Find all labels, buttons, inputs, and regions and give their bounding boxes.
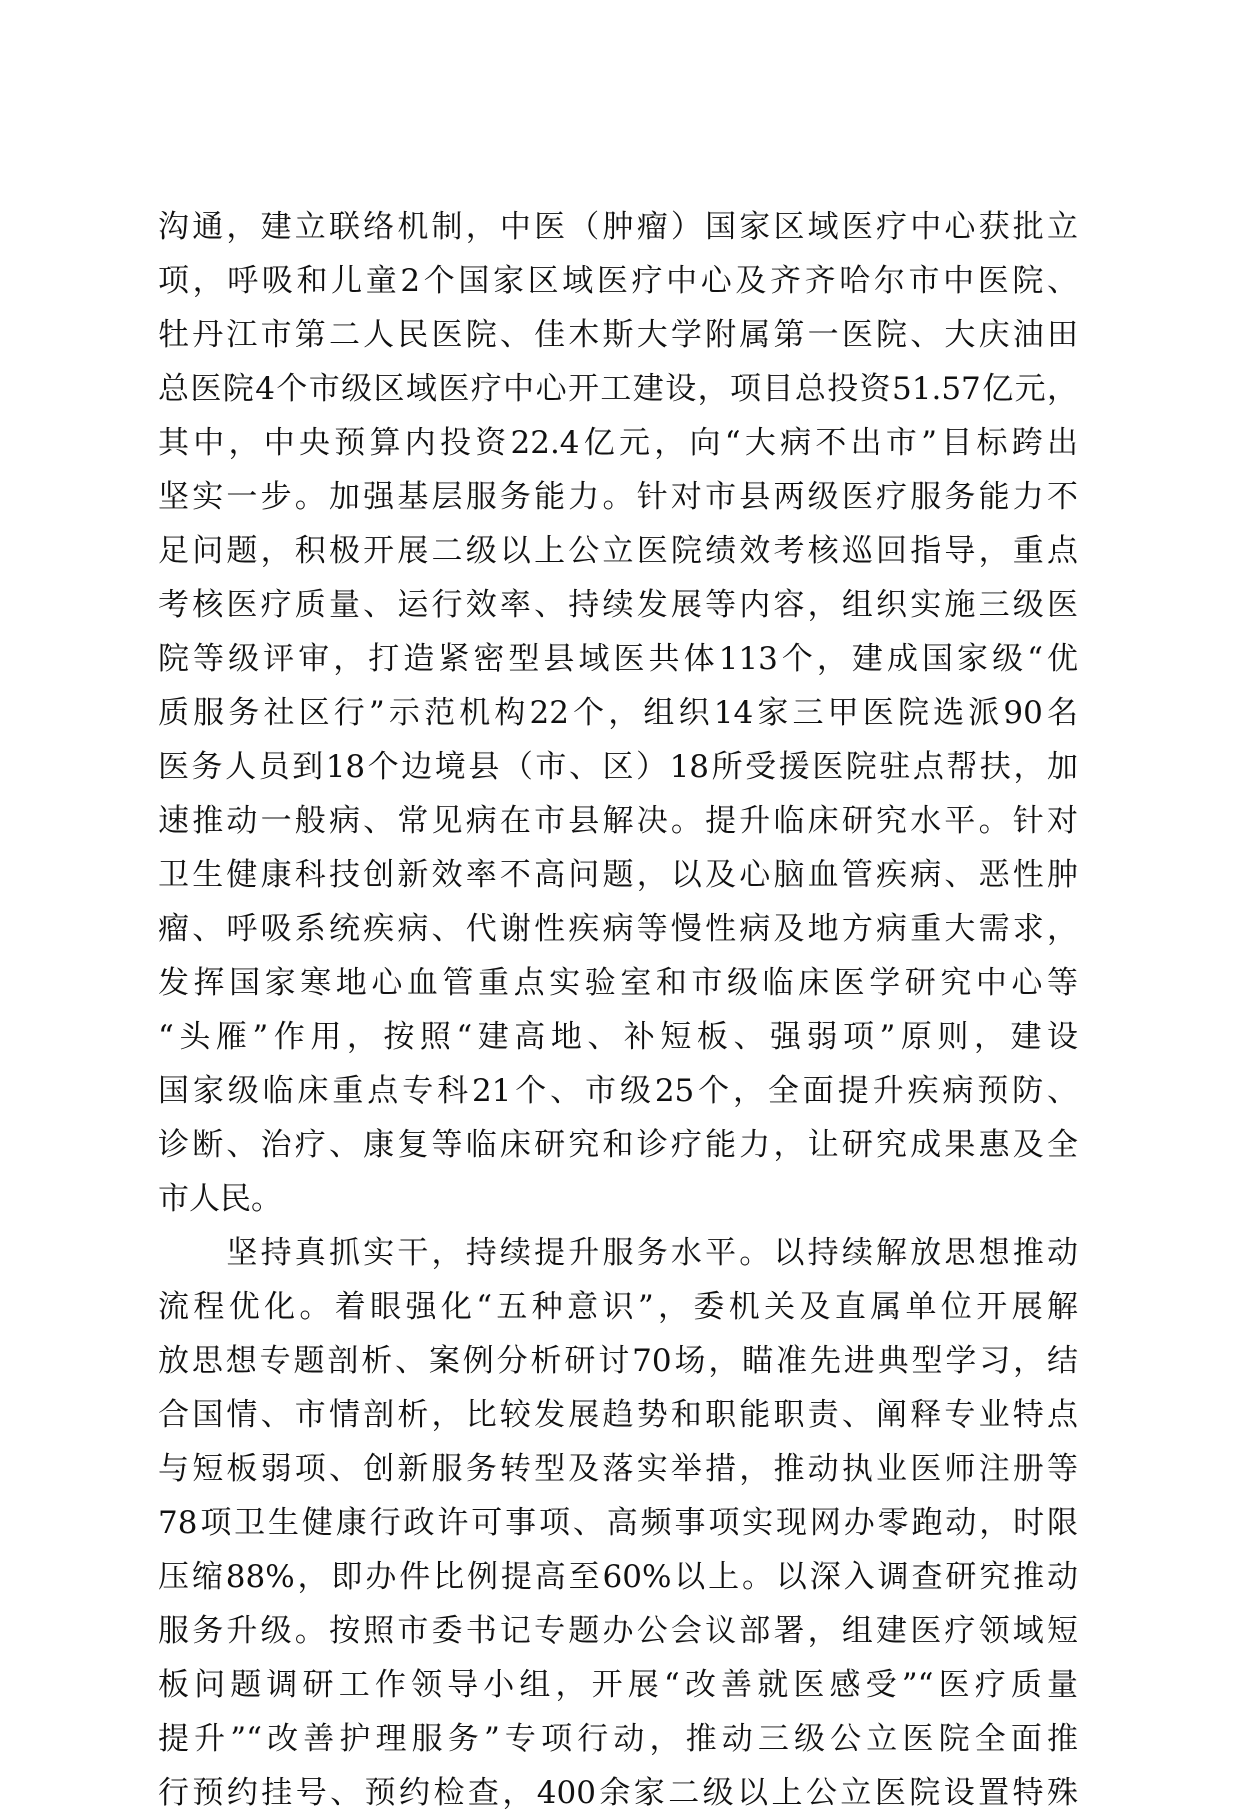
text-line: 沟通，建立联络机制，中医（肿瘤）国家区域医疗中心获批立	[158, 209, 1078, 245]
text-line: 压缩88%，即办件比例提高至60%以上。以深入调查研究推动	[158, 1559, 1078, 1595]
text-line: 速推动一般病、常见病在市县解决。提升临床研究水平。针对	[158, 803, 1078, 839]
text-line: 国家级临床重点专科21个、市级25个，全面提升疾病预防、	[158, 1073, 1078, 1109]
text-line: 与短板弱项、创新服务转型及落实举措，推动执业医师注册等	[158, 1451, 1078, 1487]
text-line: 足问题，积极开展二级以上公立医院绩效考核巡回指导，重点	[158, 533, 1078, 569]
text-line: 78项卫生健康行政许可事项、高频事项实现网办零跑动，时限	[158, 1505, 1078, 1541]
text-line: 提升”“改善护理服务”专项行动，推动三级公立医院全面推	[158, 1721, 1078, 1757]
paragraph-1	[158, 200, 1078, 1226]
text-line: “头雁”作用，按照“建高地、补短板、强弱项”原则，建设	[158, 1019, 1078, 1055]
text-line: 服务升级。按照市委书记专题办公会议部署，组建医疗领域短	[158, 1613, 1078, 1649]
text-line: 瘤、呼吸系统疾病、代谢性疾病等慢性病及地方病重大需求，	[158, 911, 1078, 947]
text-line: 牡丹江市第二人民医院、佳木斯大学附属第一医院、大庆油田	[158, 317, 1078, 353]
text-line: 医务人员到18个边境县（市、区）18所受援医院驻点帮扶，加	[158, 749, 1078, 785]
text-line: 项，呼吸和儿童2个国家区域医疗中心及齐齐哈尔市中医院、	[158, 263, 1078, 299]
text-line: 放思想专题剖析、案例分析研讨70场，瞄准先进典型学习，结	[158, 1343, 1078, 1379]
body-text	[158, 200, 1078, 1820]
text-line: 板问题调研工作领导小组，开展“改善就医感受”“医疗质量	[158, 1667, 1078, 1703]
text-line: 考核医疗质量、运行效率、持续发展等内容，组织实施三级医	[158, 587, 1078, 623]
text-line: 卫生健康科技创新效率不高问题，以及心脑血管疾病、恶性肿	[158, 857, 1078, 893]
text-line: 流程优化。着眼强化“五种意识”，委机关及直属单位开展解	[158, 1289, 1078, 1325]
text-line: 合国情、市情剖析，比较发展趋势和职能职责、阐释专业特点	[158, 1397, 1078, 1433]
text-line: 院等级评审，打造紧密型县域医共体113个，建成国家级“优	[158, 641, 1078, 677]
text-line: 坚持真抓实干，持续提升服务水平。以持续解放思想推动	[158, 1235, 1078, 1271]
paragraph-2	[158, 1226, 1078, 1820]
text-line: 诊断、治疗、康复等临床研究和诊疗能力，让研究成果惠及全	[158, 1127, 1078, 1163]
text-line: 发挥国家寒地心血管重点实验室和市级临床医学研究中心等	[158, 965, 1078, 1001]
text-line: 总医院4个市级区域医疗中心开工建设，项目总投资51.57亿元，	[158, 371, 1078, 407]
text-line: 行预约挂号、预约检查，400余家二级以上公立医院设置特殊	[158, 1775, 1078, 1811]
text-line: 市人民。	[158, 1181, 282, 1217]
text-line: 坚实一步。加强基层服务能力。针对市县两级医疗服务能力不	[158, 479, 1078, 515]
text-line: 其中，中央预算内投资22.4亿元，向“大病不出市”目标跨出	[158, 425, 1078, 461]
text-line: 质服务社区行”示范机构22个，组织14家三甲医院选派90名	[158, 695, 1078, 731]
